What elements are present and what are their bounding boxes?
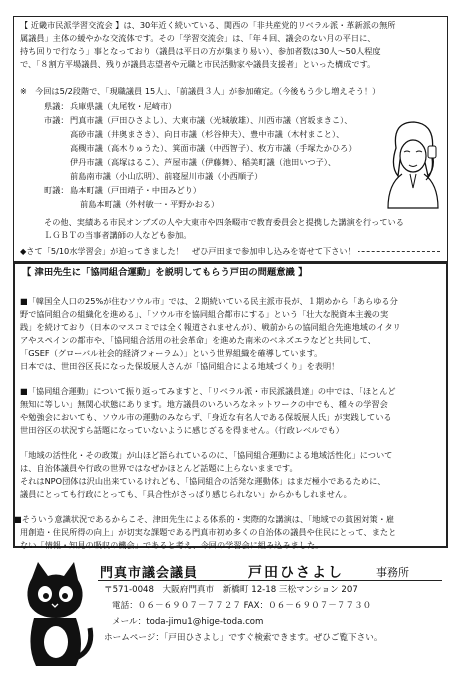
p3-line-1: 「地域の活性化・その政策」が山ほど語られているのに、「協同組合運動による地域活性化」について <box>20 450 393 460</box>
section2-title: 【 津田先生に「協同組合運動」を説明してもらう戸田の問題意識 】 <box>22 267 308 278</box>
prefecture-line: 兵庫県議（丸尾牧・尼崎市） <box>70 101 177 111</box>
town-label: 町議： <box>44 185 69 195</box>
intro-line-3: 持ち回りで行なう」事となっており（議員は平日の方が集まり易い）、参加者数は30人～50人程度 <box>20 46 381 56</box>
footer-phone: 電話：０６－６９０７－７７２７ FAX：０６－６９０７－７７３０ <box>112 601 372 611</box>
p4-line-1: ■そういう意識状況であるからこそ、津田先生による体系的・実際的な講演は、「地域での貧困対策・雇 <box>14 514 395 524</box>
p1-line-2: 野で協同組合の組織化を進める」、「ソウル市を協同組合都市にする」という「壮大な脱資本主義の実 <box>20 309 389 319</box>
p3-line-4: 議員にとっても行政にとっても、「具合性がさっぱり感じられない」からかもしれません。 <box>20 489 352 499</box>
city-line-1: 門真市議（戸田ひさよし）、大東市議（光城敏雄）、川西市議（宮坂まきこ）、 <box>70 115 353 125</box>
p4-line-2: 用創造・住民所得の向上」が切実な課題である門真市初め多くの自治体の議員や住民にとって、またと <box>20 527 397 537</box>
signup-call: ◆さて「5/10水学習会」が迫ってきました！ ぜひ戸田まで参加申し込みを寄せて下さい！ <box>20 246 356 256</box>
footer-office: 事務所 <box>376 566 409 579</box>
footer-org: 門真市議会議員 <box>100 566 199 581</box>
p2-line-3: や勉強会においても、ソウル市の運動のみならず、「身近な有名人である保坂展人氏」が実践している <box>20 412 392 422</box>
extra-line-1: その他、実績ある市民オンブズの人や大東市や四条畷市で教育委員会と提携した講演を行っている <box>44 217 404 227</box>
p1-line-5: 「GSEF（グローバル社会的経済フォーラム）」という世界組織を確導しています。 <box>20 348 323 358</box>
footer-underline <box>98 580 442 581</box>
town-line-1: 島本町議（戸田靖子・中田みどり） <box>70 185 202 195</box>
city-line-3: 高槻市議（高木りゅうた）、箕面市議（中西智子）、枚方市議（手塚たかひろ） <box>70 143 357 153</box>
p3-line-2: は、自治体議員や行政の世界ではなぜかほとんど話題に上らないままです。 <box>20 463 298 473</box>
intro-line-4: で、「８割方平場議員、残りが議員志望者や元職と市民活動家や議員支援者」といった構成です。 <box>20 59 376 69</box>
intro-line-2: 属議員」主体の緩やかな交流体です。その「学習交流会」は、「年４回、議会のない月の平日に、 <box>20 33 376 43</box>
town-line-2: 前島本町議（外村敏一・平野かおる） <box>80 199 220 209</box>
participants-note: ※ 今回は5/2段階で、「現職議員 15人」、「前議員３人」が参加確定。（今後もう少し増えそう！） <box>20 86 381 96</box>
p1-line-1: ■「韓国全人口の25%が住むソウル市」では、２期続いている民主派市長が、１期めから「あらゆる分 <box>20 296 398 306</box>
prefecture-label: 県議： <box>44 101 69 111</box>
p2-line-2: 無知に等しい」無関心状態にあります。地方議員のいろいろなネットワークの中でも、種々の学習会 <box>20 399 388 409</box>
city-line-4: 伊丹市議（高塚はるこ）、芦屋市議（伊藤舞）、稲美町議（池田いつ子）、 <box>70 157 337 167</box>
cat-illustration <box>14 558 96 670</box>
footer-email[interactable]: メール：toda-jimu1@hige-toda.com <box>112 617 264 627</box>
p1-line-3: 践」を続けており（日本のマスコミでは全く報道されませんが）、戦前からの協同組合先進地域のイタリ <box>20 322 401 332</box>
woman-illustration <box>382 118 442 210</box>
p2-line-4: 世田谷区の状況すら話題になっていないように感じざるを得ません。（行政レベルでも） <box>20 425 344 435</box>
city-label: 市議： <box>44 115 69 125</box>
city-line-5: 前島南市議（小山広明）、前寝屋川市議（小西順子） <box>70 171 263 181</box>
intro-line-1: 【 近畿市民派学習交流会 】は、30年近く続いている、関西の「非共産党的リベラル派・革新派の無所 <box>20 20 396 30</box>
footer-homepage[interactable]: ホームページ：「戸田ひさよし」ですぐ検索できます。ぜひご覧下さい。 <box>104 633 383 643</box>
p4-line-3: ない「情報・知見の吸収の機会」であると考え、今回の学習会に組み込みました。 <box>20 540 324 550</box>
extra-line-2: ＬＧＢＴの当事者講師の人なども参加。 <box>44 230 192 240</box>
footer-address: 〒571-0048 大阪府門真市 新橋町 12-18 三松マンション 207 <box>104 585 358 595</box>
p1-line-6: 日本では、世田谷区長になった保坂展人さんが「協同組合による地域づくり」を表明！ <box>20 361 340 371</box>
p3-line-3: それはNPO団体は沢山出来ているけれども、「協同組合の活発な運動体」はまだ極小であるために、 <box>20 476 386 486</box>
p1-line-4: アやスペインの都市や、「協同組合活用の社会革命」を進めた南米のベネズエラなどと共同して、 <box>20 335 376 345</box>
p2-line-1: ■「協同組合運動」について振り返ってみますと、「リベラル派・市民派議員達」の中では、「ほとんど <box>20 386 396 396</box>
footer-name: 戸田ひさよし <box>248 565 344 581</box>
city-line-2: 高砂市議（井奥まさき）、向日市議（杉谷伸夫）、豊中市議（木村まこと）、 <box>70 129 345 139</box>
